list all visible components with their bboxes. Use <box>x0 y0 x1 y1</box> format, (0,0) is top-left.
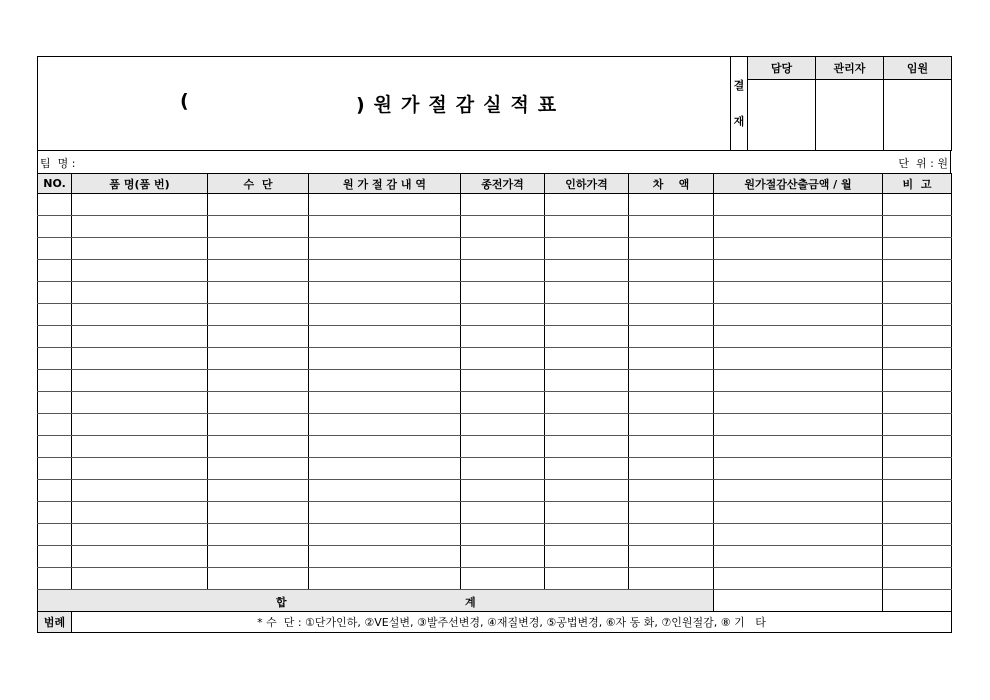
cell-no[interactable] <box>38 502 72 524</box>
cell-item-name[interactable] <box>72 304 208 326</box>
cell-remarks[interactable] <box>883 568 952 590</box>
total-row <box>38 590 952 612</box>
cell-previous-price[interactable] <box>461 238 545 260</box>
col-header-reduced-price: 인하가격 <box>545 174 629 194</box>
cell-remarks[interactable] <box>883 546 952 568</box>
cell-monthly-savings[interactable] <box>714 194 883 216</box>
cell-reduction-detail[interactable] <box>309 414 461 436</box>
cell-reduction-detail[interactable] <box>309 216 461 238</box>
legend-row <box>38 612 952 633</box>
cell-monthly-savings[interactable] <box>714 436 883 458</box>
cell-monthly-savings[interactable] <box>714 348 883 370</box>
cell-difference[interactable] <box>629 458 714 480</box>
cell-item-name[interactable] <box>72 502 208 524</box>
cell-remarks[interactable] <box>883 414 952 436</box>
total-label-right: 계 <box>465 596 476 609</box>
total-remarks-cell[interactable] <box>883 590 952 612</box>
cell-monthly-savings[interactable] <box>714 304 883 326</box>
cell-monthly-savings[interactable] <box>714 458 883 480</box>
cell-reduced-price[interactable] <box>545 194 629 216</box>
cell-no[interactable] <box>38 524 72 546</box>
cell-method[interactable] <box>208 568 309 590</box>
cell-no[interactable] <box>38 414 72 436</box>
cell-item-name[interactable] <box>72 546 208 568</box>
col-header-monthly-savings: 원가절감산출금액 / 월 <box>714 174 883 194</box>
cell-monthly-savings[interactable] <box>714 568 883 590</box>
total-monthly-savings-cell[interactable] <box>714 590 883 612</box>
cell-difference[interactable] <box>629 546 714 568</box>
cell-reduced-price[interactable] <box>545 304 629 326</box>
cell-reduced-price[interactable] <box>545 326 629 348</box>
cell-reduced-price[interactable] <box>545 414 629 436</box>
cell-previous-price[interactable] <box>461 546 545 568</box>
cell-remarks[interactable] <box>883 260 952 282</box>
cell-method[interactable] <box>208 392 309 414</box>
cell-remarks[interactable] <box>883 238 952 260</box>
total-label-cell <box>38 590 714 612</box>
cell-no[interactable] <box>38 282 72 304</box>
cell-difference[interactable] <box>629 238 714 260</box>
cell-reduction-detail[interactable] <box>309 370 461 392</box>
cell-monthly-savings[interactable] <box>714 326 883 348</box>
cell-method[interactable] <box>208 436 309 458</box>
col-header-remarks: 비 고 <box>883 174 952 194</box>
cell-monthly-savings[interactable] <box>714 414 883 436</box>
cell-reduced-price[interactable] <box>545 370 629 392</box>
table-row <box>38 524 952 546</box>
cell-monthly-savings[interactable] <box>714 370 883 392</box>
cell-monthly-savings[interactable] <box>714 502 883 524</box>
cell-reduced-price[interactable] <box>545 436 629 458</box>
table-row <box>38 194 952 216</box>
col-header-previous-price: 종전가격 <box>461 174 545 194</box>
col-header-difference: 차 액 <box>629 174 714 194</box>
cell-no[interactable] <box>38 326 72 348</box>
cell-reduction-detail[interactable] <box>309 568 461 590</box>
col-header-item-name: 품 명(품 번) <box>72 174 208 194</box>
cell-reduction-detail[interactable] <box>309 502 461 524</box>
cell-reduced-price[interactable] <box>545 216 629 238</box>
cell-remarks[interactable] <box>883 348 952 370</box>
table-row <box>38 260 952 282</box>
cell-item-name[interactable] <box>72 392 208 414</box>
approval-sign-manager[interactable] <box>748 80 816 151</box>
cost-reduction-sheet <box>37 56 951 633</box>
approval-header-admin: 관리자 <box>816 57 884 80</box>
table-row <box>38 238 952 260</box>
cell-item-name[interactable] <box>72 348 208 370</box>
table-row <box>38 304 952 326</box>
cell-remarks[interactable] <box>883 194 952 216</box>
cell-reduced-price[interactable] <box>545 524 629 546</box>
cell-difference[interactable] <box>629 216 714 238</box>
cell-no[interactable] <box>38 194 72 216</box>
cell-reduced-price[interactable] <box>545 480 629 502</box>
unit-label: 단 위 : 원 <box>898 157 948 170</box>
cell-difference[interactable] <box>629 436 714 458</box>
cell-previous-price[interactable] <box>461 348 545 370</box>
cell-item-name[interactable] <box>72 216 208 238</box>
cell-no[interactable] <box>38 304 72 326</box>
cell-previous-price[interactable] <box>461 370 545 392</box>
cell-reduction-detail[interactable] <box>309 436 461 458</box>
cell-reduced-price[interactable] <box>545 348 629 370</box>
cell-method[interactable] <box>208 524 309 546</box>
legend-label: 범례 <box>38 612 72 633</box>
cell-no[interactable] <box>38 392 72 414</box>
approval-label-bottom: 재 <box>733 114 745 128</box>
cell-difference[interactable] <box>629 392 714 414</box>
table-row <box>38 502 952 524</box>
table-row <box>38 348 952 370</box>
cell-remarks[interactable] <box>883 216 952 238</box>
cell-difference[interactable] <box>629 304 714 326</box>
approval-label-top: 결 <box>733 78 745 92</box>
cell-item-name[interactable] <box>72 458 208 480</box>
cell-method[interactable] <box>208 216 309 238</box>
cell-method[interactable] <box>208 480 309 502</box>
approval-vertical-label <box>731 57 748 151</box>
cell-monthly-savings[interactable] <box>714 546 883 568</box>
cell-monthly-savings[interactable] <box>714 282 883 304</box>
cell-remarks[interactable] <box>883 524 952 546</box>
cell-reduction-detail[interactable] <box>309 392 461 414</box>
cell-previous-price[interactable] <box>461 304 545 326</box>
cell-item-name[interactable] <box>72 414 208 436</box>
cell-method[interactable] <box>208 502 309 524</box>
cell-no[interactable] <box>38 436 72 458</box>
cell-reduced-price[interactable] <box>545 458 629 480</box>
cell-reduction-detail[interactable] <box>309 326 461 348</box>
cell-reduced-price[interactable] <box>545 502 629 524</box>
cell-difference[interactable] <box>629 348 714 370</box>
col-header-no: NO. <box>38 174 72 194</box>
cell-remarks[interactable] <box>883 392 952 414</box>
cell-no[interactable] <box>38 216 72 238</box>
cell-reduction-detail[interactable] <box>309 304 461 326</box>
cell-monthly-savings[interactable] <box>714 392 883 414</box>
cell-reduced-price[interactable] <box>545 282 629 304</box>
cell-monthly-savings[interactable] <box>714 260 883 282</box>
cell-method[interactable] <box>208 194 309 216</box>
table-row <box>38 370 952 392</box>
cell-difference[interactable] <box>629 414 714 436</box>
cell-previous-price[interactable] <box>461 282 545 304</box>
cell-item-name[interactable] <box>72 524 208 546</box>
table-row <box>38 216 952 238</box>
total-label-left: 합 <box>276 596 287 609</box>
header-block <box>37 56 952 151</box>
col-header-method: 수 단 <box>208 174 309 194</box>
cell-no[interactable] <box>38 348 72 370</box>
cell-method[interactable] <box>208 304 309 326</box>
cell-reduced-price[interactable] <box>545 546 629 568</box>
cell-previous-price[interactable] <box>461 436 545 458</box>
cell-method[interactable] <box>208 546 309 568</box>
table-row <box>38 392 952 414</box>
cell-monthly-savings[interactable] <box>714 238 883 260</box>
cell-previous-price[interactable] <box>461 568 545 590</box>
table-row <box>38 568 952 590</box>
approval-header-manager: 담당 <box>748 57 816 80</box>
cell-item-name[interactable] <box>72 370 208 392</box>
info-line <box>37 151 951 173</box>
cell-difference[interactable] <box>629 502 714 524</box>
cell-previous-price[interactable] <box>461 216 545 238</box>
cell-method[interactable] <box>208 260 309 282</box>
cell-difference[interactable] <box>629 568 714 590</box>
team-name-label: 팀 명 : <box>40 157 76 170</box>
cell-remarks[interactable] <box>883 436 952 458</box>
table-header-row <box>38 174 952 194</box>
cost-reduction-table <box>37 173 952 633</box>
table-row <box>38 414 952 436</box>
table-row <box>38 480 952 502</box>
cell-reduction-detail[interactable] <box>309 524 461 546</box>
title-cell <box>38 57 731 151</box>
table-row <box>38 458 952 480</box>
cell-monthly-savings[interactable] <box>714 480 883 502</box>
cell-previous-price[interactable] <box>461 502 545 524</box>
table-row <box>38 436 952 458</box>
cell-method[interactable] <box>208 238 309 260</box>
cell-no[interactable] <box>38 568 72 590</box>
cell-item-name[interactable] <box>72 238 208 260</box>
approval-sign-admin[interactable] <box>816 80 884 151</box>
cell-difference[interactable] <box>629 480 714 502</box>
cell-item-name[interactable] <box>72 568 208 590</box>
cell-method[interactable] <box>208 326 309 348</box>
cell-reduced-price[interactable] <box>545 392 629 414</box>
cell-item-name[interactable] <box>72 480 208 502</box>
cell-difference[interactable] <box>629 194 714 216</box>
cell-reduced-price[interactable] <box>545 238 629 260</box>
cell-reduction-detail[interactable] <box>309 458 461 480</box>
col-header-reduction-detail: 원 가 절 감 내 역 <box>309 174 461 194</box>
cell-no[interactable] <box>38 260 72 282</box>
cell-remarks[interactable] <box>883 458 952 480</box>
cell-item-name[interactable] <box>72 326 208 348</box>
cell-remarks[interactable] <box>883 326 952 348</box>
cell-remarks[interactable] <box>883 480 952 502</box>
cell-monthly-savings[interactable] <box>714 216 883 238</box>
cell-remarks[interactable] <box>883 370 952 392</box>
cell-previous-price[interactable] <box>461 260 545 282</box>
cell-reduction-detail[interactable] <box>309 238 461 260</box>
cell-method[interactable] <box>208 348 309 370</box>
title-open-paren: ( <box>180 90 189 112</box>
table-row <box>38 326 952 348</box>
cell-previous-price[interactable] <box>461 326 545 348</box>
cell-previous-price[interactable] <box>461 194 545 216</box>
cell-no[interactable] <box>38 238 72 260</box>
cell-difference[interactable] <box>629 326 714 348</box>
cell-previous-price[interactable] <box>461 480 545 502</box>
cell-difference[interactable] <box>629 370 714 392</box>
cell-method[interactable] <box>208 458 309 480</box>
cell-item-name[interactable] <box>72 436 208 458</box>
cell-item-name[interactable] <box>72 260 208 282</box>
cell-method[interactable] <box>208 414 309 436</box>
cell-reduction-detail[interactable] <box>309 194 461 216</box>
cell-remarks[interactable] <box>883 304 952 326</box>
table-row <box>38 282 952 304</box>
cell-item-name[interactable] <box>72 194 208 216</box>
cell-reduction-detail[interactable] <box>309 348 461 370</box>
cell-previous-price[interactable] <box>461 414 545 436</box>
table-row <box>38 546 952 568</box>
approval-sign-executive[interactable] <box>884 80 952 151</box>
page-title: )원가절감실적표 <box>356 94 566 116</box>
cell-no[interactable] <box>38 458 72 480</box>
cell-remarks[interactable] <box>883 502 952 524</box>
cell-item-name[interactable] <box>72 282 208 304</box>
cell-no[interactable] <box>38 480 72 502</box>
cell-difference[interactable] <box>629 260 714 282</box>
cell-difference[interactable] <box>629 524 714 546</box>
approval-header-executive: 임원 <box>884 57 952 80</box>
legend-text: * 수 단 : ①단가인하, ②VE설변, ③발주선변경, ④재질변경, ⑤공법변경, ⑥자 동 화, ⑦인원절감, ⑧ 기 타 <box>72 612 952 633</box>
cell-reduction-detail[interactable] <box>309 282 461 304</box>
cell-previous-price[interactable] <box>461 458 545 480</box>
cell-reduced-price[interactable] <box>545 260 629 282</box>
table-body <box>38 194 952 590</box>
cell-method[interactable] <box>208 282 309 304</box>
cell-difference[interactable] <box>629 282 714 304</box>
cell-no[interactable] <box>38 546 72 568</box>
cell-no[interactable] <box>38 370 72 392</box>
cell-previous-price[interactable] <box>461 524 545 546</box>
cell-reduction-detail[interactable] <box>309 480 461 502</box>
cell-reduction-detail[interactable] <box>309 546 461 568</box>
cell-reduced-price[interactable] <box>545 568 629 590</box>
cell-method[interactable] <box>208 370 309 392</box>
cell-monthly-savings[interactable] <box>714 524 883 546</box>
cell-previous-price[interactable] <box>461 392 545 414</box>
cell-remarks[interactable] <box>883 282 952 304</box>
cell-reduction-detail[interactable] <box>309 260 461 282</box>
